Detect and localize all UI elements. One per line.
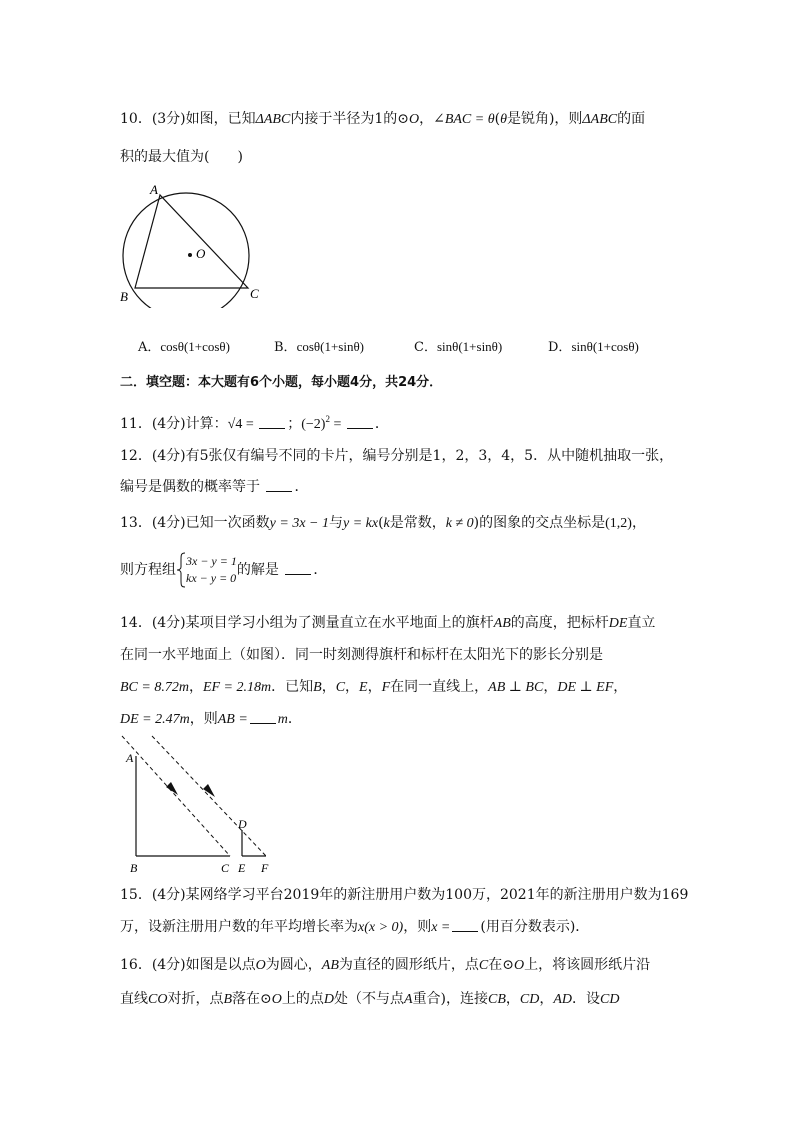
q15-line1: 15．(4分)某网络学习平台2019年的新注册用户数为100万，2021年的新注册用户数为169: [120, 887, 689, 903]
q16-line1: 16．(4分)如图是以点O为圆心，AB为直径的圆形纸片，点C在⊙O上，将该圆形纸片沿: [120, 957, 651, 973]
label-f: F: [261, 861, 269, 875]
label-a: A: [150, 182, 158, 197]
q15-line2: 万，设新注册用户数的年平均增长率为x(x > 0)，则x = (用百分数表示)．: [120, 919, 590, 935]
q10-line2: 积的最大值为( ): [120, 149, 243, 165]
label-e: E: [238, 861, 246, 875]
q13-line1: 13．(4分)已知一次函数y = 3x − 1与y = kx(k是常数，k ≠ 0)的图象的交点坐标是(1,2)，: [120, 515, 646, 531]
label-b: B: [120, 289, 128, 304]
q12-blank[interactable]: [266, 479, 292, 492]
q16-line2: 直线CO对折，点B落在⊙O上的点D处（不与点A重合)，连接CB，CD，AD．设CD: [120, 991, 620, 1007]
label-c: C: [221, 861, 230, 875]
q10-line1: 10．(3分)如图，已知ΔABC内接于半径为1的⊙O，∠BAC = θ(θ是锐角)，则ΔABC的面: [120, 111, 646, 127]
choice-c[interactable]: C．sinθ(1+sinθ): [414, 339, 503, 355]
q11-blank-2[interactable]: [347, 416, 373, 429]
choice-d[interactable]: D．sinθ(1+cosθ): [548, 339, 639, 355]
label-o: O: [196, 246, 206, 261]
arrow-1: [166, 782, 178, 795]
system-equations: 3x − y = 1 kx − y = 0: [186, 554, 237, 585]
label-b: B: [130, 861, 138, 875]
system-brace: [176, 552, 186, 588]
choice-a[interactable]: A．cosθ(1+cosθ): [138, 339, 230, 355]
q12-line2: 编号是偶数的概率等于 ．: [120, 479, 309, 495]
q14-line2: 在同一水平地面上（如图）．同一时刻测得旗杆和标杆在太阳光下的影长分别是: [120, 647, 603, 663]
center-point: [188, 253, 192, 257]
sun-ray-2: [152, 736, 266, 856]
q13-blank[interactable]: [285, 562, 311, 575]
q14-line1: 14．(4分)某项目学习小组为了测量直立在水平地面上的旗杆AB的高度，把标杆DE直立: [120, 615, 656, 631]
choice-b[interactable]: B．cosθ(1+sinθ): [274, 339, 365, 355]
q14-shadow-figure: [118, 734, 278, 876]
label-d: D: [238, 817, 247, 831]
q15-blank[interactable]: [452, 919, 478, 932]
arrow-2: [203, 784, 215, 797]
q11: 11．(4分)计算：√4 = ；$(-2)^2$ = ．: [120, 414, 389, 432]
label-c: C: [250, 286, 259, 301]
q14-blank[interactable]: [250, 711, 276, 724]
q11-blank-1[interactable]: [259, 416, 285, 429]
q13-line2: 则方程组 3x − y = 1 kx − y = 0 的解是 ．: [120, 552, 327, 588]
circle-o: [123, 193, 249, 308]
section-2-heading: 二．填空题：本大题有6个小题，每小题4分，共24分．: [120, 375, 443, 390]
label-a: A: [126, 751, 134, 765]
q14-line3: BC = 8.72m，EF = 2.18m．已知B，C，E，F在同一直线上，AB ⊥ BC，DE ⊥ EF，: [120, 679, 628, 695]
q14-line4: DE = 2.47m，则AB = m．: [120, 711, 302, 727]
q12-line1: 12．(4分)有5张仅有编号不同的卡片，编号分别是1，2，3，4，5．从中随机抽取一张，: [120, 448, 674, 464]
q10-circle-figure: [112, 178, 272, 308]
triangle-abc: [135, 195, 248, 288]
